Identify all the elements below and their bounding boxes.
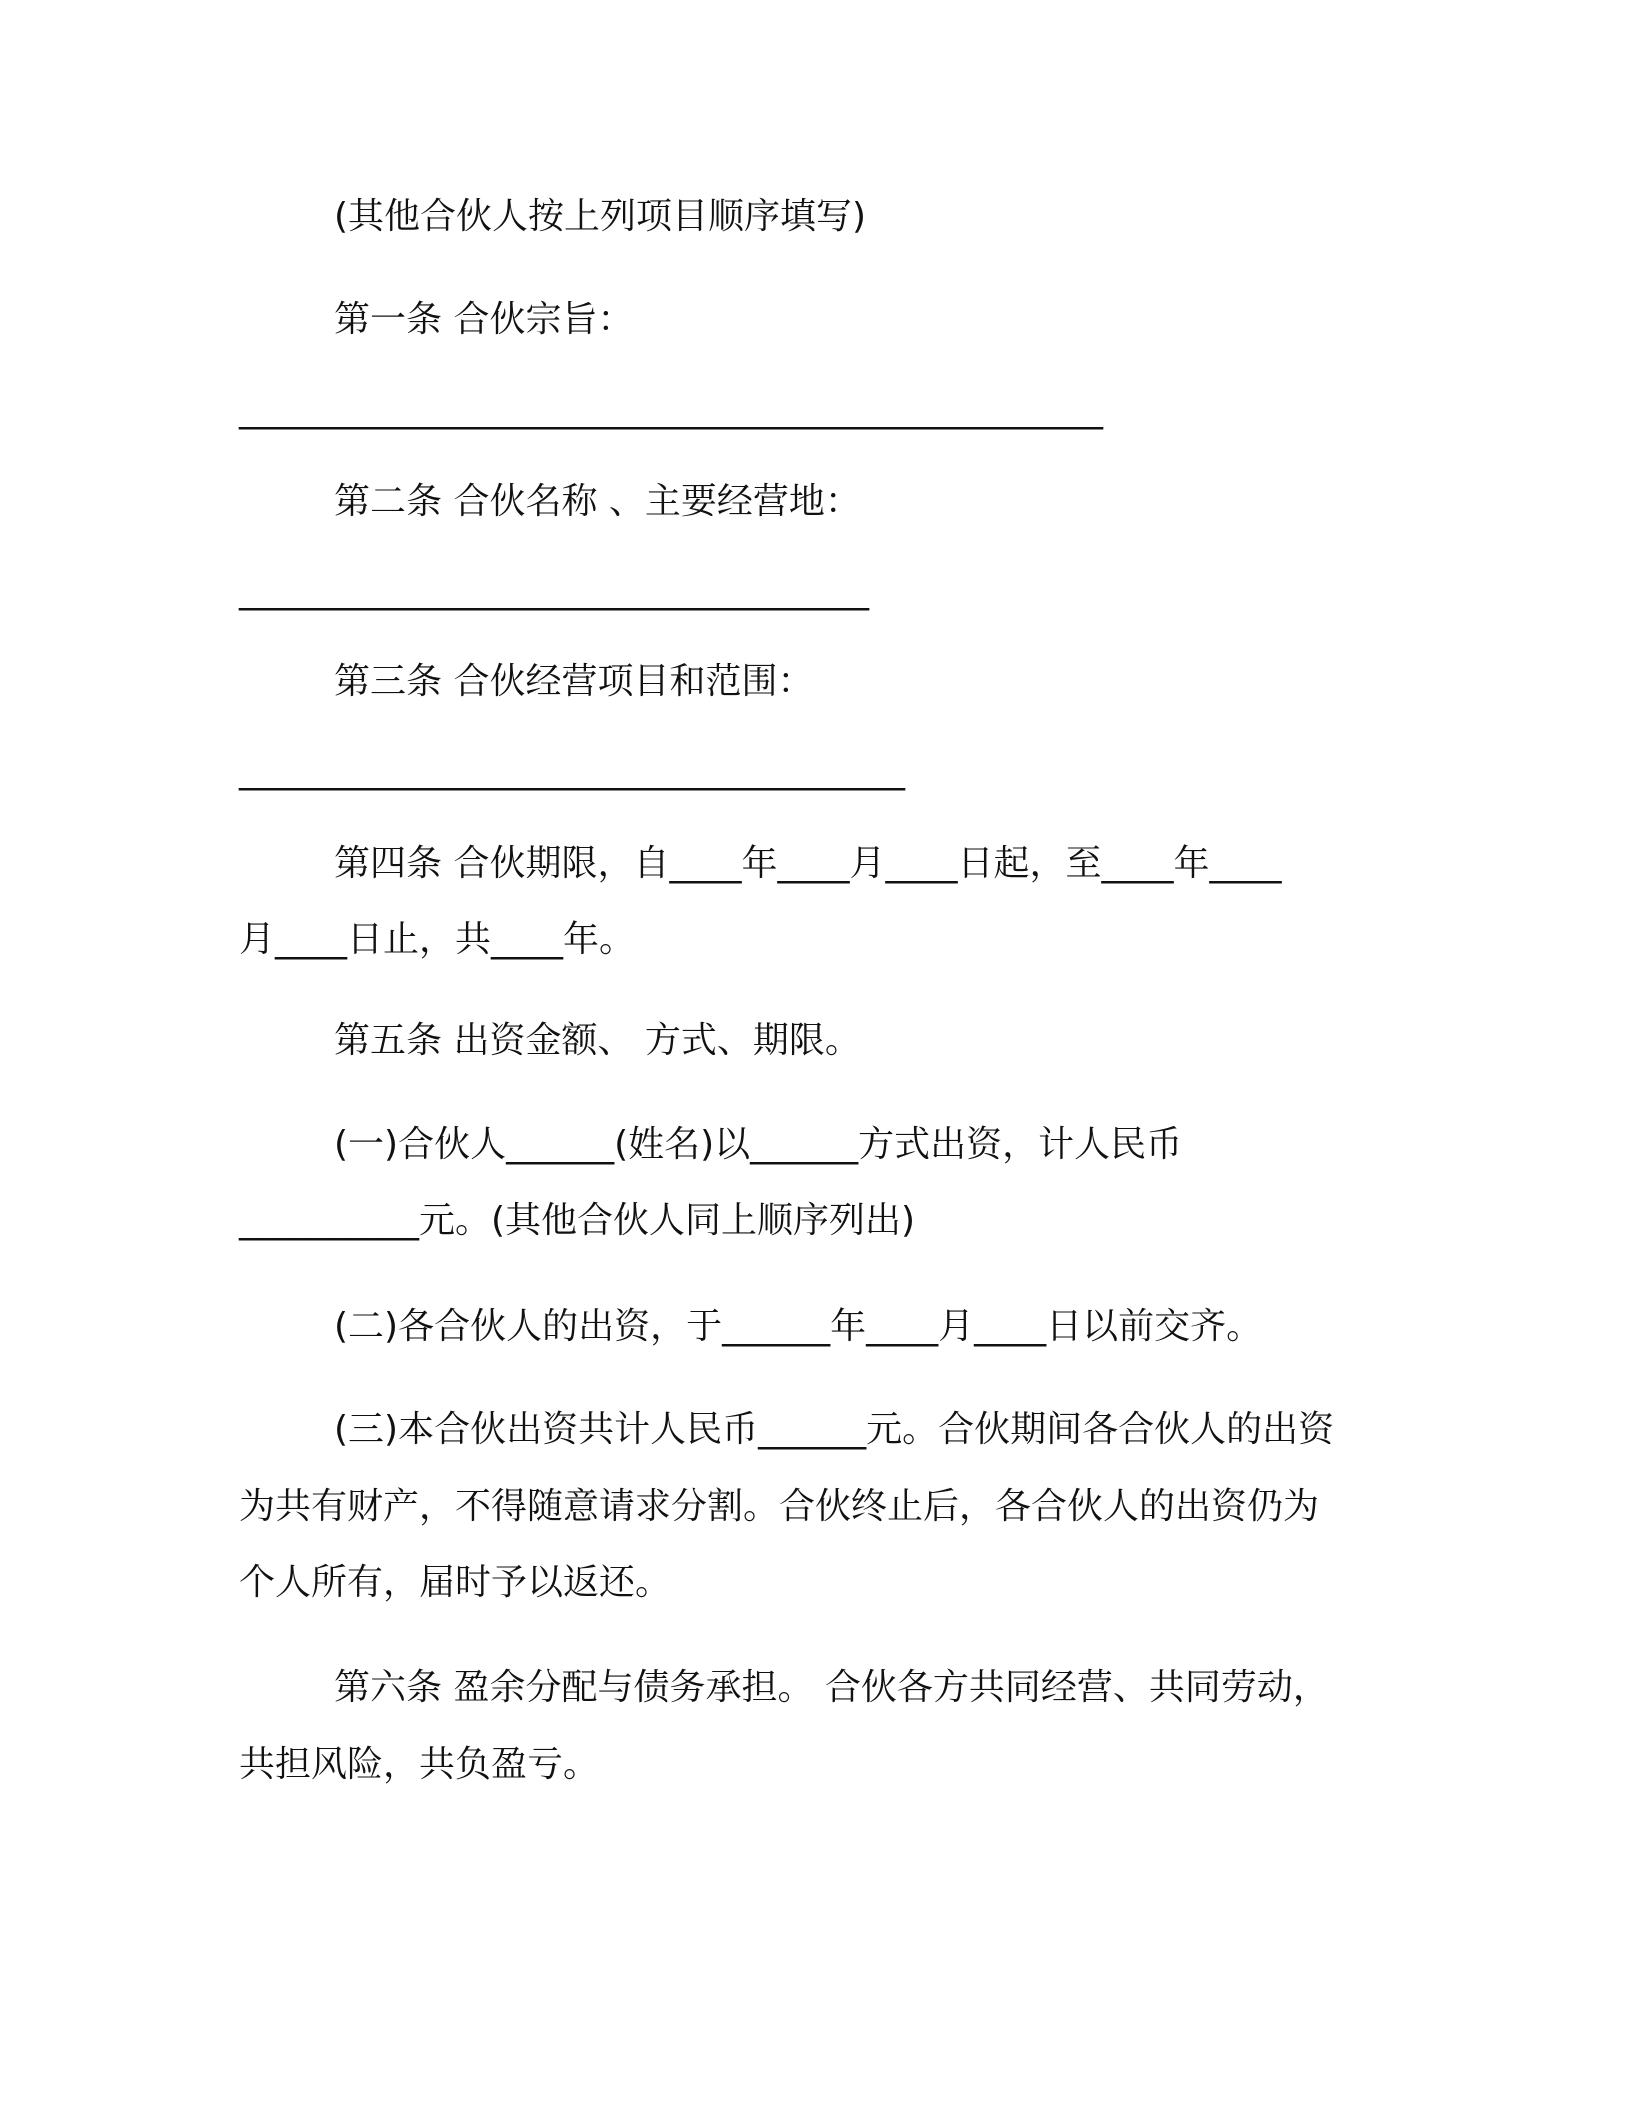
article-5-item-1-line-2: __________元。(其他合伙人同上顺序列出) <box>239 1200 916 1241</box>
article-4-line-1: 第四条 合伙期限，自____年____月____日起，至____年____ <box>334 843 1282 884</box>
article-3-heading: 第三条 合伙经营项目和范围： <box>334 661 814 702</box>
article-2-blank: ___________________________________ <box>239 570 869 611</box>
article-5-item-3-line-3: 个人所有，届时予以返还。 <box>239 1562 672 1603</box>
article-3-blank: _____________________________________ <box>239 750 905 791</box>
note-other-partners: (其他合伙人按上列项目顺序填写) <box>334 196 867 237</box>
article-1-heading: 第一条 合伙宗旨： <box>334 299 634 340</box>
article-5-item-1-line-1: (一)合伙人______(姓名)以______方式出资，计人民币 <box>334 1124 1183 1165</box>
article-4-line-2: 月____日止，共____年。 <box>239 919 636 960</box>
article-5-item-3-line-2: 为共有财产，不得随意请求分割。合伙终止后，各合伙人的出资仍为 <box>239 1486 1320 1527</box>
article-1-blank: ________________________________________________ <box>239 389 1103 430</box>
article-5-item-3-line-1: (三)本合伙出资共计人民币______元。合伙期间各合伙人的出资 <box>334 1409 1335 1450</box>
article-5-item-2: (二)各合伙人的出资，于______年____月____日以前交齐。 <box>334 1306 1263 1347</box>
article-2-heading: 第二条 合伙名称 、主要经营地： <box>334 481 861 522</box>
article-6-line-2: 共担风险，共负盈亏。 <box>239 1744 600 1785</box>
article-6-line-1: 第六条 盈余分配与债务承担。 合伙各方共同经营、共同劳动， <box>334 1667 1329 1708</box>
article-5-heading: 第五条 出资金额、 方式、期限。 <box>334 1020 861 1061</box>
